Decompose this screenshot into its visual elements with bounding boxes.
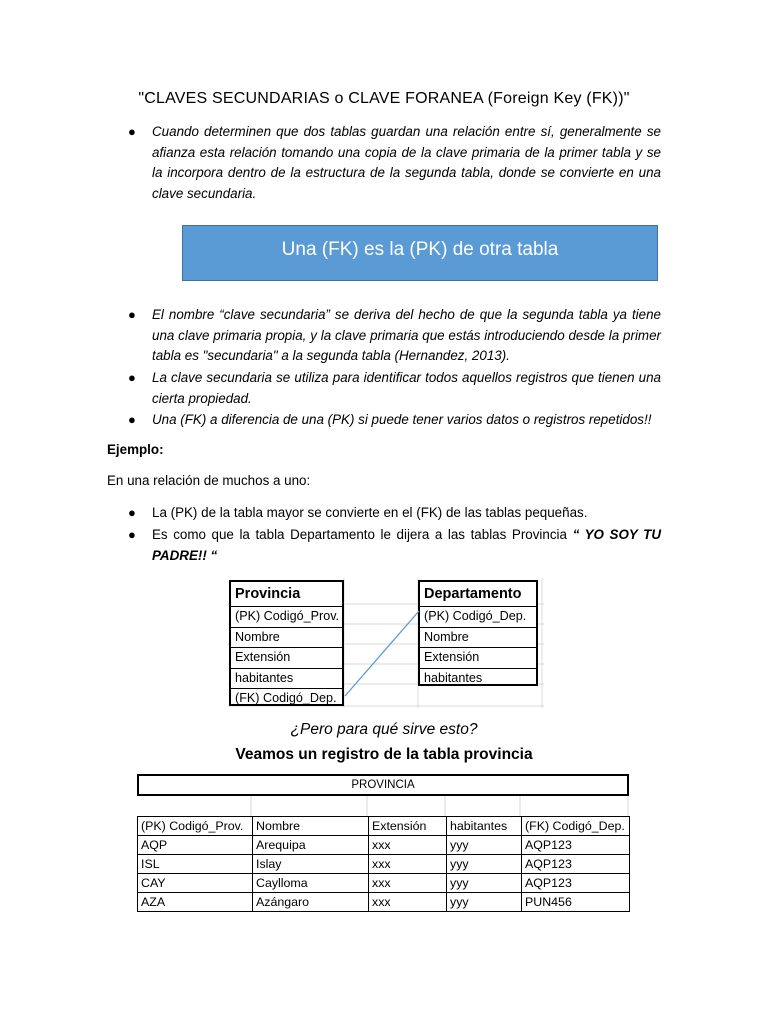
intro-bullet-text: Cuando determinen que dos tablas guardan una relación entre sí, generalmente se afianza esta relación tomando una copia de la clave primaria de la primer tabla y se la incorpora dentro de la estructura de la segunda tabla, donde se convierte en una clave secundaria. [152,124,661,201]
table-row [138,893,630,912]
fk-banner: Una (FK) es la (PK) de otra tabla [182,225,658,281]
departamento-field: habitantes [424,670,483,685]
table-cell: yyy [447,874,522,893]
provincia-field: (PK) Codigó_Prov. [231,607,342,628]
bullet-text: La clave secundaria se utiliza para identificar todos aquellos registros que tienen una cierta propiedad. [152,370,661,406]
table-cell: yyy [447,855,522,874]
table-cell: Caylloma [253,874,369,893]
relacion-text: En una relación de muchos a uno: [107,473,311,488]
provincia-field: Nombre [231,628,342,649]
provincia-field: (FK) Codigó_Dep. [235,691,337,705]
bullet-text-emphasis: “ YO SOY TU PADRE!! “ [152,527,661,563]
table-cell: AQP123 [522,836,630,855]
ejemplo-label: Ejemplo: [107,442,164,457]
column-header: (FK) Codigó_Dep. [522,817,630,836]
table-cell: PUN456 [522,893,630,912]
bullet-icon: ● [128,124,136,139]
table-row [138,855,630,874]
bullet-icon: ● [128,505,136,520]
table-cell: ISL [138,855,253,874]
provincia-table [137,816,630,912]
column-header: Extensión [369,817,447,836]
subtitle-text: Veamos un registro de la tabla provincia [235,746,533,763]
provincia-entity [229,580,344,706]
table-cell: CAY [138,874,253,893]
column-header: (PK) Codigó_Prov. [138,817,253,836]
departamento-field: Extensión [420,648,536,669]
table-row [138,874,630,893]
bullet-icon: ● [128,527,136,542]
table-cell: xxx [369,874,447,893]
table-cell: AQP123 [522,855,630,874]
provincia-field: Extensión [231,648,342,669]
departamento-field: (PK) Codigó_Dep. [420,607,536,628]
page-title: "CLAVES SECUNDARIAS o CLAVE FORANEA (Foreign Key (FK))" [138,90,630,107]
provincia-table-title: PROVINCIA [137,774,629,796]
table-gap-gridlines [137,796,629,816]
provincia-entity-header: Provincia [231,582,342,607]
bullet-text [152,525,661,566]
table-cell: AZA [138,893,253,912]
table-cell: yyy [447,836,522,855]
table-cell: AQP123 [522,874,630,893]
table-cell: Arequipa [253,836,369,855]
bullet-text: El nombre “clave secundaria” se deriva del hecho de que la segunda tabla ya tiene una clave primaria propia, y la clave primaria que estás introduciendo desde la primer tabla es "secundaria" a la segunda tabla (Hernandez, 2013). [152,307,661,363]
table-header-row [138,817,630,836]
column-header: Nombre [253,817,369,836]
bullet-icon: ● [128,307,136,322]
table-row [138,836,630,855]
question-text: ¿Pero para qué sirve esto? [290,721,478,738]
departamento-field: Nombre [420,628,536,649]
provincia-field: habitantes [231,669,342,690]
bullet-text: La (PK) de la tabla mayor se convierte en el (FK) de las tablas pequeñas. [152,505,588,520]
table-cell: Azángaro [253,893,369,912]
table-cell: yyy [447,893,522,912]
departamento-entity [418,580,538,686]
departamento-entity-header: Departamento [420,582,536,607]
table-cell: Islay [253,855,369,874]
table-cell: xxx [369,855,447,874]
table-cell: AQP [138,836,253,855]
bullet-icon: ● [128,370,136,385]
column-header: habitantes [447,817,522,836]
bullet-icon: ● [128,412,136,427]
bullet-text: Una (FK) a diferencia de una (PK) si puede tener varios datos o registros repetidos!! [152,412,652,427]
table-cell: xxx [369,836,447,855]
bullet-text-plain: Es como que la tabla Departamento le dijera a las tablas Provincia [152,527,573,542]
table-cell: xxx [369,893,447,912]
